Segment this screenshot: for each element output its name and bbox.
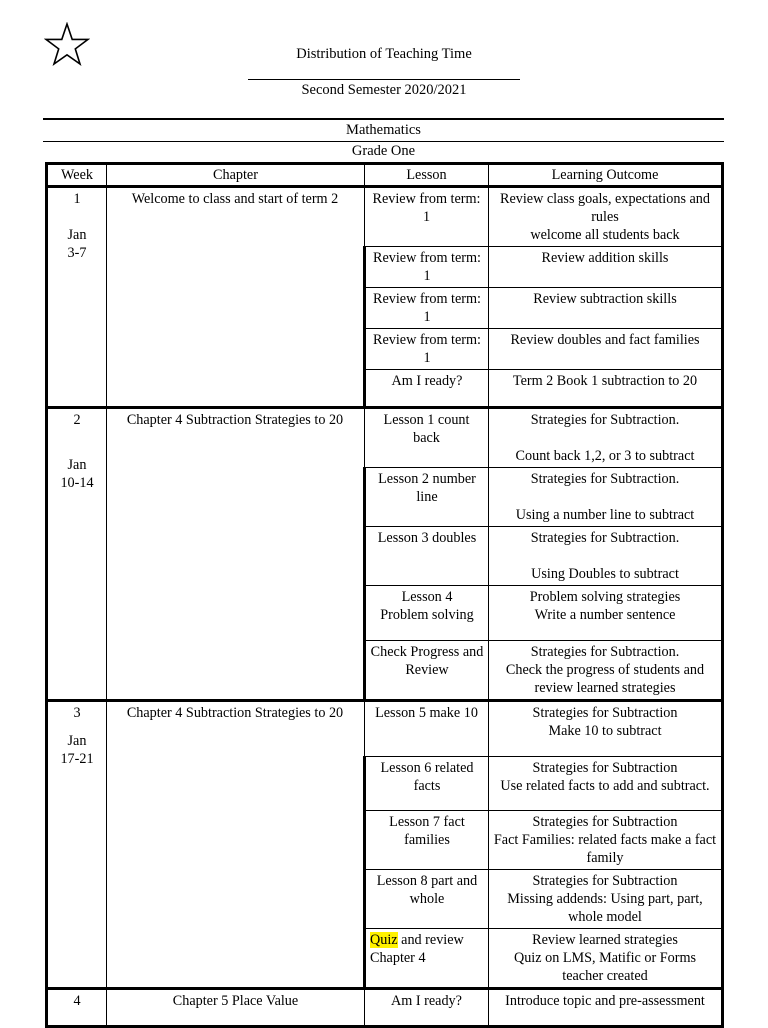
week-cell [47, 187, 107, 408]
outcome-cell: Term 2 Book 1 subtraction to 20 [489, 370, 723, 408]
outcome-cell: Review subtraction skills [489, 288, 723, 329]
column-header-outcome: Learning Outcome [489, 164, 723, 187]
lesson-cell: Lesson 1 count back [365, 408, 489, 468]
page-title: Distribution of Teaching Time [296, 46, 472, 62]
lesson-cell: Lesson 7 fact families [365, 811, 489, 870]
outcome-cell: Problem solving strategies Write a number sentence [489, 586, 723, 641]
outcome-cell: Review class goals, expectations and rules welcome all students back [489, 187, 723, 247]
table-row [47, 701, 723, 757]
lesson-cell: Am I ready? [365, 989, 489, 1027]
table-row [47, 187, 723, 247]
column-header-week: Week [47, 164, 107, 187]
outcome-cell: Introduce topic and pre-assessment [489, 989, 723, 1027]
week-number: 3 [73, 705, 81, 721]
grade-label: Grade One [351, 143, 416, 159]
week-number: 2 [73, 412, 81, 428]
outcome-cell: Review learned strategies Quiz on LMS, Matific or Forms teacher created [489, 929, 723, 989]
chapter-cell: Chapter 5 Place Value [107, 989, 365, 1027]
lesson-cell: Lesson 4 Problem solving [365, 586, 489, 641]
chapter-cell: Chapter 4 Subtraction Strategies to 20 [107, 408, 365, 701]
week-dates: Jan 3-7 [67, 227, 87, 261]
lesson-cell: Lesson 5 make 10 [365, 701, 489, 757]
outcome-cell: Review addition skills [489, 247, 723, 288]
lesson-cell: Lesson 3 doubles [365, 527, 489, 586]
outcome-cell: Strategies for Subtraction. Using a number line to subtract [489, 468, 723, 527]
outcome-cell: Review doubles and fact families [489, 329, 723, 370]
divider-top [43, 118, 724, 120]
week-number: 1 [73, 191, 81, 207]
subject-label: Mathematics [346, 122, 421, 138]
column-header-chapter: Chapter [107, 164, 365, 187]
lesson-cell: Review from term: 1 [365, 329, 489, 370]
lesson-cell: Am I ready? [365, 370, 489, 408]
column-header-lesson: Lesson [365, 164, 489, 187]
week-cell [47, 701, 107, 989]
outcome-cell: Strategies for Subtraction. Check the progress of students and review learned strategies [489, 641, 723, 701]
outcome-cell: Strategies for Subtraction Use related facts to add and subtract. [489, 757, 723, 811]
lesson-cell: Check Progress and Review [365, 641, 489, 701]
lesson-cell: Lesson 2 number line [365, 468, 489, 527]
outcome-cell: Strategies for Subtraction Make 10 to subtract [489, 701, 723, 757]
schedule-table [45, 162, 724, 1028]
outcome-cell: Strategies for Subtraction. Using Doubles to subtract [489, 527, 723, 586]
chapter-cell: Chapter 4 Subtraction Strategies to 20 [107, 701, 365, 989]
table-row [47, 408, 723, 468]
chapter-cell: Welcome to class and start of term 2 [107, 187, 365, 408]
lesson-cell: Lesson 6 related facts [365, 757, 489, 811]
outcome-cell: Strategies for Subtraction Fact Families: related facts make a fact family [489, 811, 723, 870]
week-cell [47, 408, 107, 701]
title-underline [248, 79, 520, 80]
week-dates: Jan 17-21 [60, 733, 94, 767]
lesson-cell: Lesson 8 part and whole [365, 870, 489, 929]
semester-label: Second Semester 2020/2021 [301, 82, 467, 98]
outcome-cell: Strategies for Subtraction. Count back 1,2, or 3 to subtract [489, 408, 723, 468]
week-cell: 4 [47, 989, 107, 1027]
table-row [47, 989, 723, 1027]
table-header-row [47, 164, 723, 187]
lesson-cell: Quiz and review Chapter 4 [365, 929, 489, 989]
outcome-cell: Strategies for Subtraction Missing addends: Using part, part, whole model [489, 870, 723, 929]
lesson-cell: Review from term: 1 [365, 247, 489, 288]
highlighted-text: Quiz [370, 932, 398, 948]
week-dates: Jan 10-14 [60, 457, 94, 491]
lesson-cell: Review from term: 1 [365, 187, 489, 247]
lesson-cell: Review from term: 1 [365, 288, 489, 329]
